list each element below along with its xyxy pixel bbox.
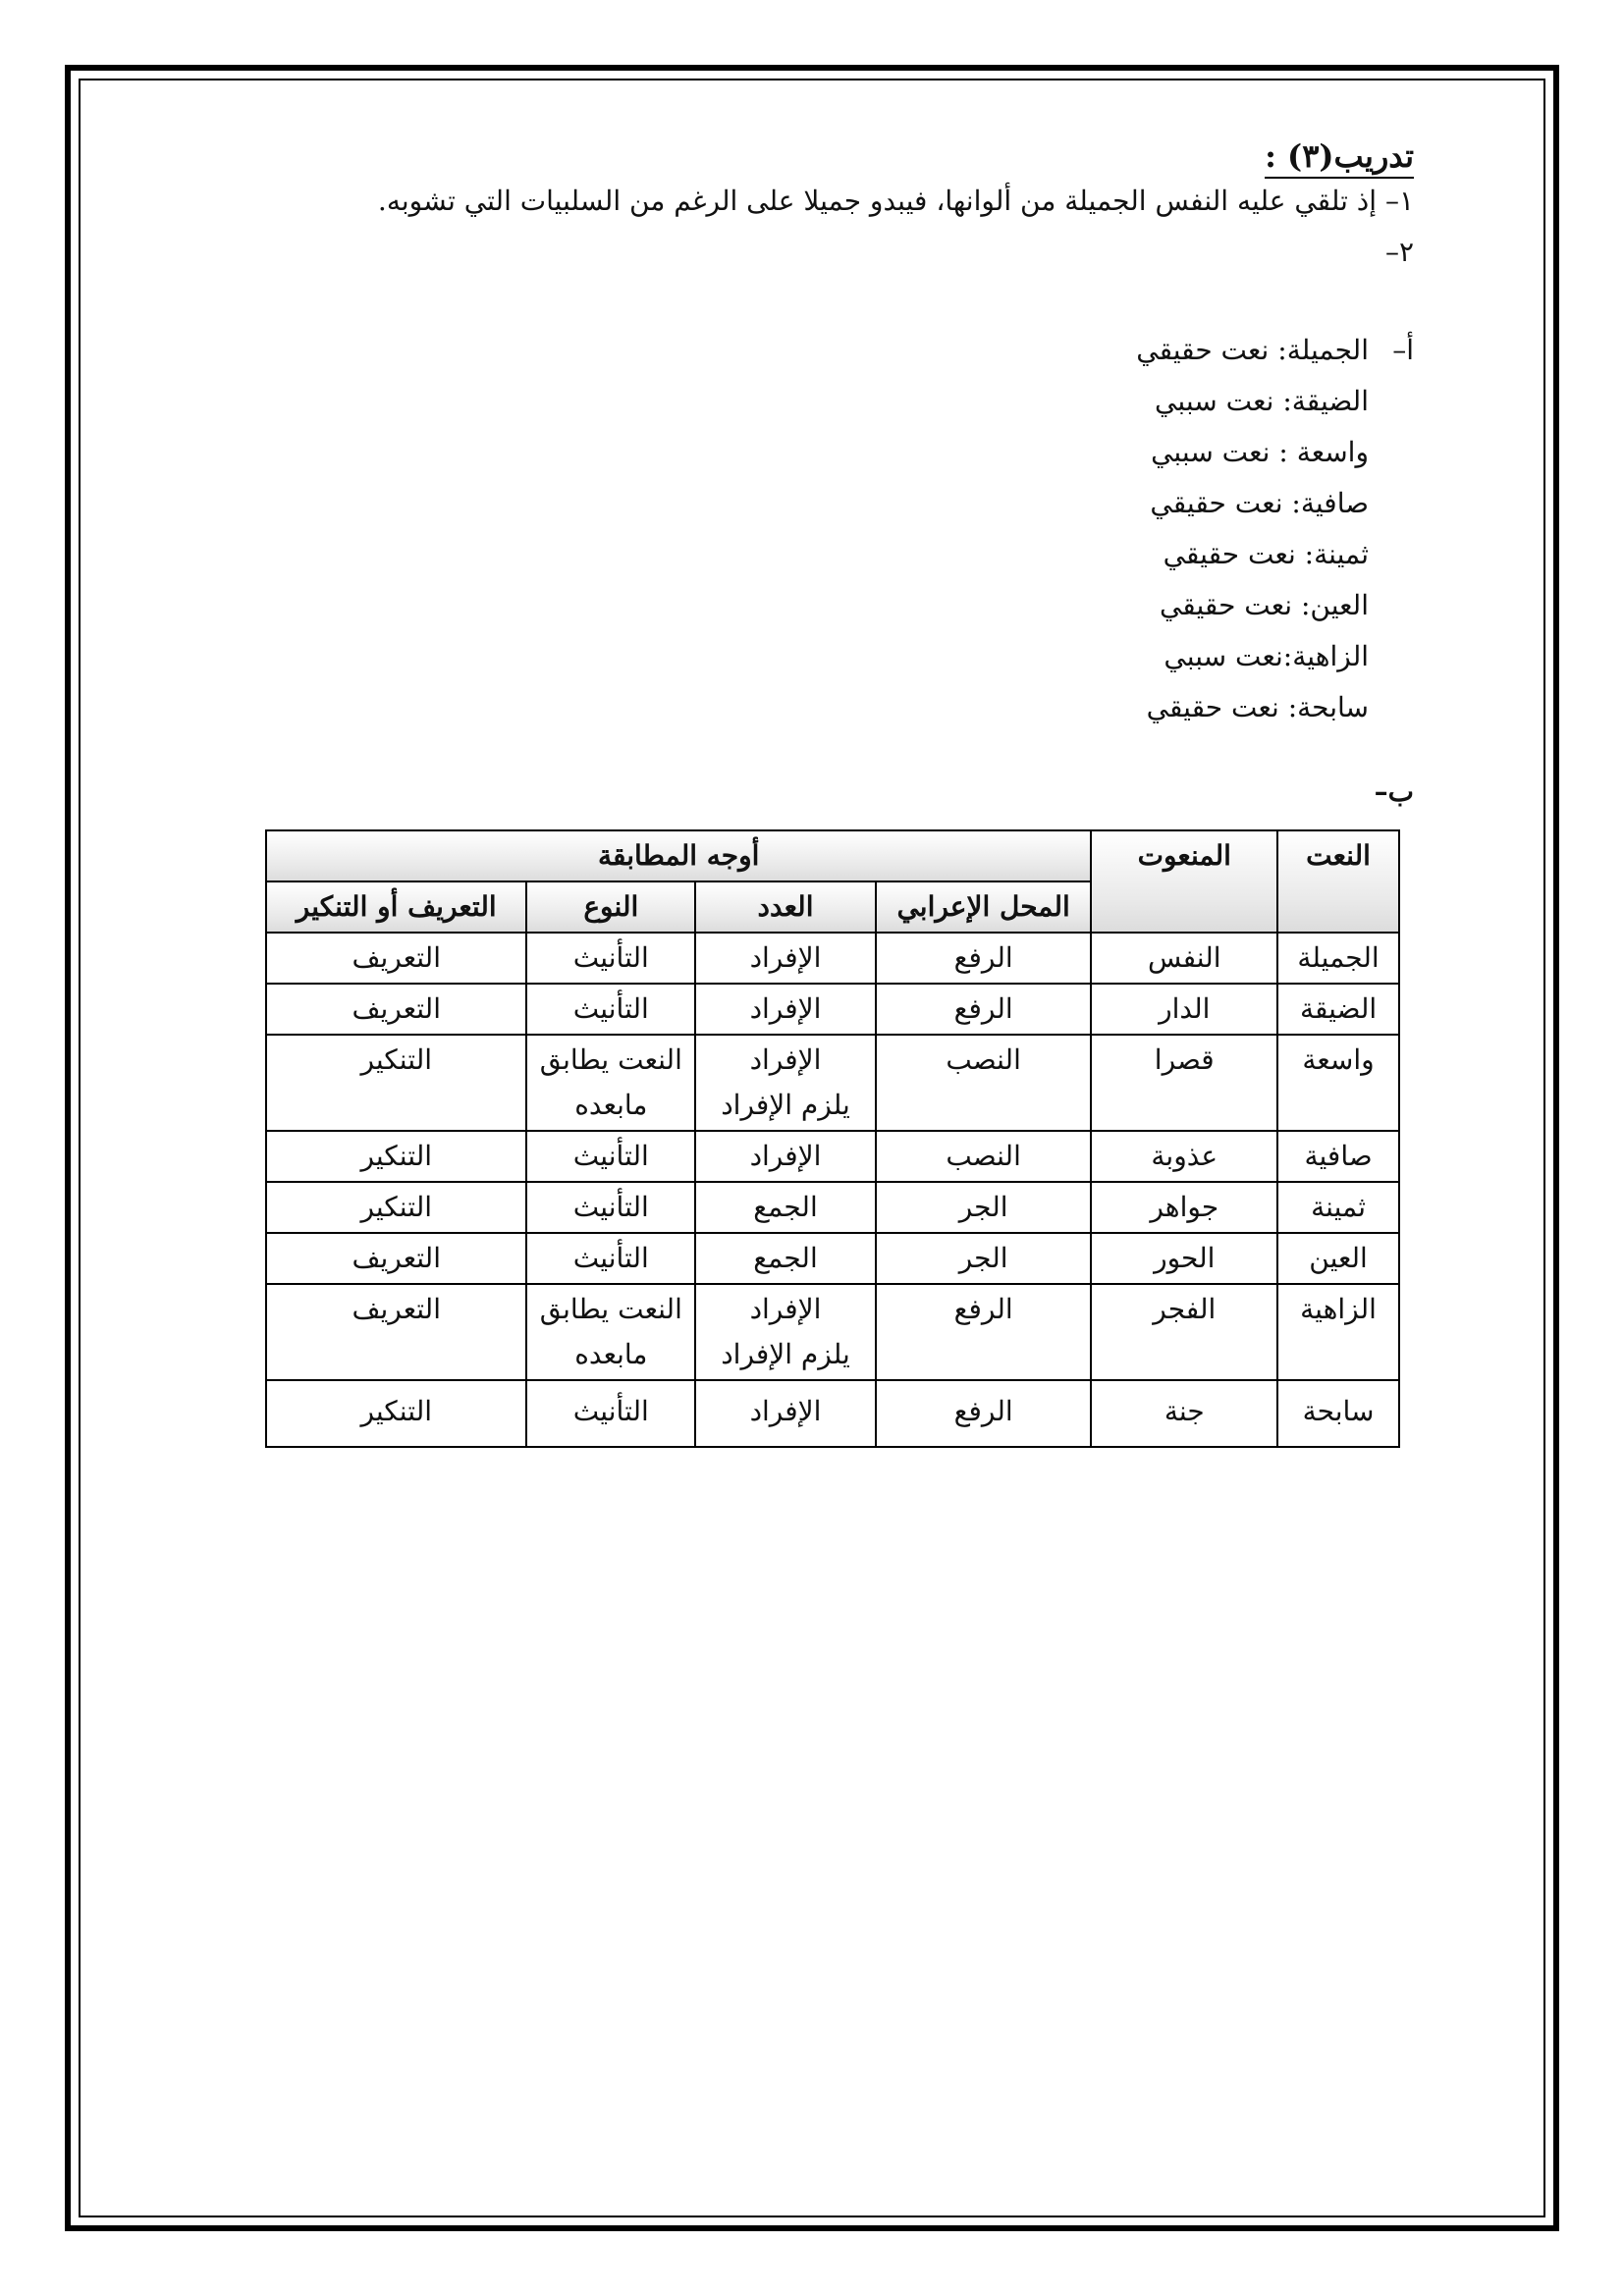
cell-mahal: الرفع (876, 984, 1092, 1035)
exercise-title: تدريب(٣) : (1265, 137, 1414, 179)
header-adad: العدد (695, 881, 876, 933)
cell-naat: الزاهية (1277, 1284, 1399, 1380)
cell-mahal: الجر (876, 1182, 1092, 1233)
cell-manout: جنة (1091, 1380, 1277, 1447)
question-1: ١– إذ تلقي عليه النفس الجميلة من ألوانها، فيبدو جميلا على الرغم من السلبيات التي تشوبه. (377, 185, 1414, 217)
cell-manout: النفس (1091, 933, 1277, 984)
cell-line: يلزم الإفراد (721, 1089, 850, 1121)
cell-tarif: التعريف (266, 933, 526, 984)
cell-adad (695, 1035, 876, 1131)
part-a-item: الضيقة: نعت سببي (1155, 385, 1369, 417)
cell-manout: جواهر (1091, 1182, 1277, 1233)
cell-naw (526, 1035, 695, 1131)
cell-naw (526, 1380, 695, 1447)
cell-line: التأنيث (572, 1395, 649, 1427)
header-manout: المنعوت (1091, 830, 1277, 933)
cell-line: التأنيث (572, 941, 649, 974)
table-row (266, 1035, 1399, 1131)
cell-tarif: التنكير (266, 1035, 526, 1131)
cell-mahal: النصب (876, 1035, 1092, 1131)
part-a-label: أ– (1392, 334, 1414, 366)
table-row (266, 1233, 1399, 1284)
cell-line: الإفراد (749, 1140, 822, 1172)
cell-manout: الدار (1091, 984, 1277, 1035)
cell-adad (695, 1380, 876, 1447)
cell-naw (526, 1284, 695, 1380)
cell-tarif: التعريف (266, 984, 526, 1035)
header-mahal: المحل الإعرابي (876, 881, 1092, 933)
question-2: ٢– (1384, 236, 1414, 268)
cell-naat: واسعة (1277, 1035, 1399, 1131)
table-header-row (266, 830, 1399, 881)
cell-mahal: الرفع (876, 933, 1092, 984)
part-a-item: صافية: نعت حقيقي (1150, 487, 1369, 519)
cell-adad (695, 984, 876, 1035)
cell-line: يلزم الإفراد (721, 1338, 850, 1370)
cell-tarif: التعريف (266, 1233, 526, 1284)
cell-line: الإفراد (749, 1395, 822, 1427)
header-naw: النوع (526, 881, 695, 933)
cell-line: الإفراد (749, 1293, 822, 1325)
part-b-label: ب– (1374, 775, 1414, 808)
table-row (266, 984, 1399, 1035)
part-a-item: الزاهية:نعت سببي (1164, 640, 1369, 672)
cell-line: التأنيث (572, 1140, 649, 1172)
cell-line: التأنيث (572, 1242, 649, 1274)
part-a-item: ثمينة: نعت حقيقي (1163, 538, 1369, 570)
cell-line: الإفراد (749, 1043, 822, 1076)
agreement-table (265, 829, 1400, 1448)
cell-naat: ثمينة (1277, 1182, 1399, 1233)
cell-mahal: الجر (876, 1233, 1092, 1284)
cell-line: الجمع (753, 1191, 818, 1223)
cell-adad (695, 1284, 876, 1380)
cell-manout: قصرا (1091, 1035, 1277, 1131)
cell-line: الجمع (753, 1242, 818, 1274)
cell-line: التأنيث (572, 1191, 649, 1223)
cell-naw (526, 1182, 695, 1233)
table-row (266, 1380, 1399, 1447)
cell-line: مابعده (574, 1338, 648, 1370)
header-naat: النعت (1277, 830, 1399, 933)
part-a-item: واسعة : نعت سببي (1151, 436, 1369, 468)
cell-line: الإفراد (749, 992, 822, 1025)
cell-manout: عذوبة (1091, 1131, 1277, 1182)
cell-line: مابعده (574, 1089, 648, 1121)
cell-adad (695, 1233, 876, 1284)
table-row (266, 1131, 1399, 1182)
cell-naw (526, 933, 695, 984)
cell-manout: الحور (1091, 1233, 1277, 1284)
cell-adad (695, 1182, 876, 1233)
cell-tarif: التعريف (266, 1284, 526, 1380)
header-agreement: أوجه المطابقة (266, 830, 1091, 881)
cell-tarif: التنكير (266, 1131, 526, 1182)
part-a-item: الجميلة: نعت حقيقي (1136, 334, 1369, 366)
cell-line: النعت يطابق (539, 1043, 682, 1076)
cell-mahal: الرفع (876, 1284, 1092, 1380)
cell-mahal: الرفع (876, 1380, 1092, 1447)
cell-naat: العين (1277, 1233, 1399, 1284)
cell-line: الإفراد (749, 941, 822, 974)
cell-naat: الجميلة (1277, 933, 1399, 984)
cell-adad (695, 1131, 876, 1182)
cell-naat: سابحة (1277, 1380, 1399, 1447)
table-row (266, 1182, 1399, 1233)
table-row (266, 933, 1399, 984)
cell-line: النعت يطابق (539, 1293, 682, 1325)
part-a-item: سابحة: نعت حقيقي (1146, 691, 1369, 723)
cell-mahal: النصب (876, 1131, 1092, 1182)
cell-tarif: التنكير (266, 1182, 526, 1233)
cell-naw (526, 1233, 695, 1284)
cell-line: التأنيث (572, 992, 649, 1025)
cell-naw (526, 1131, 695, 1182)
table-row (266, 1284, 1399, 1380)
cell-tarif: التنكير (266, 1380, 526, 1447)
cell-manout: الفجر (1091, 1284, 1277, 1380)
cell-naat: صافية (1277, 1131, 1399, 1182)
cell-adad (695, 933, 876, 984)
part-a-item: العين: نعت حقيقي (1159, 589, 1369, 621)
cell-naat: الضيقة (1277, 984, 1399, 1035)
header-tarif: التعريف أو التنكير (266, 881, 526, 933)
cell-naw (526, 984, 695, 1035)
